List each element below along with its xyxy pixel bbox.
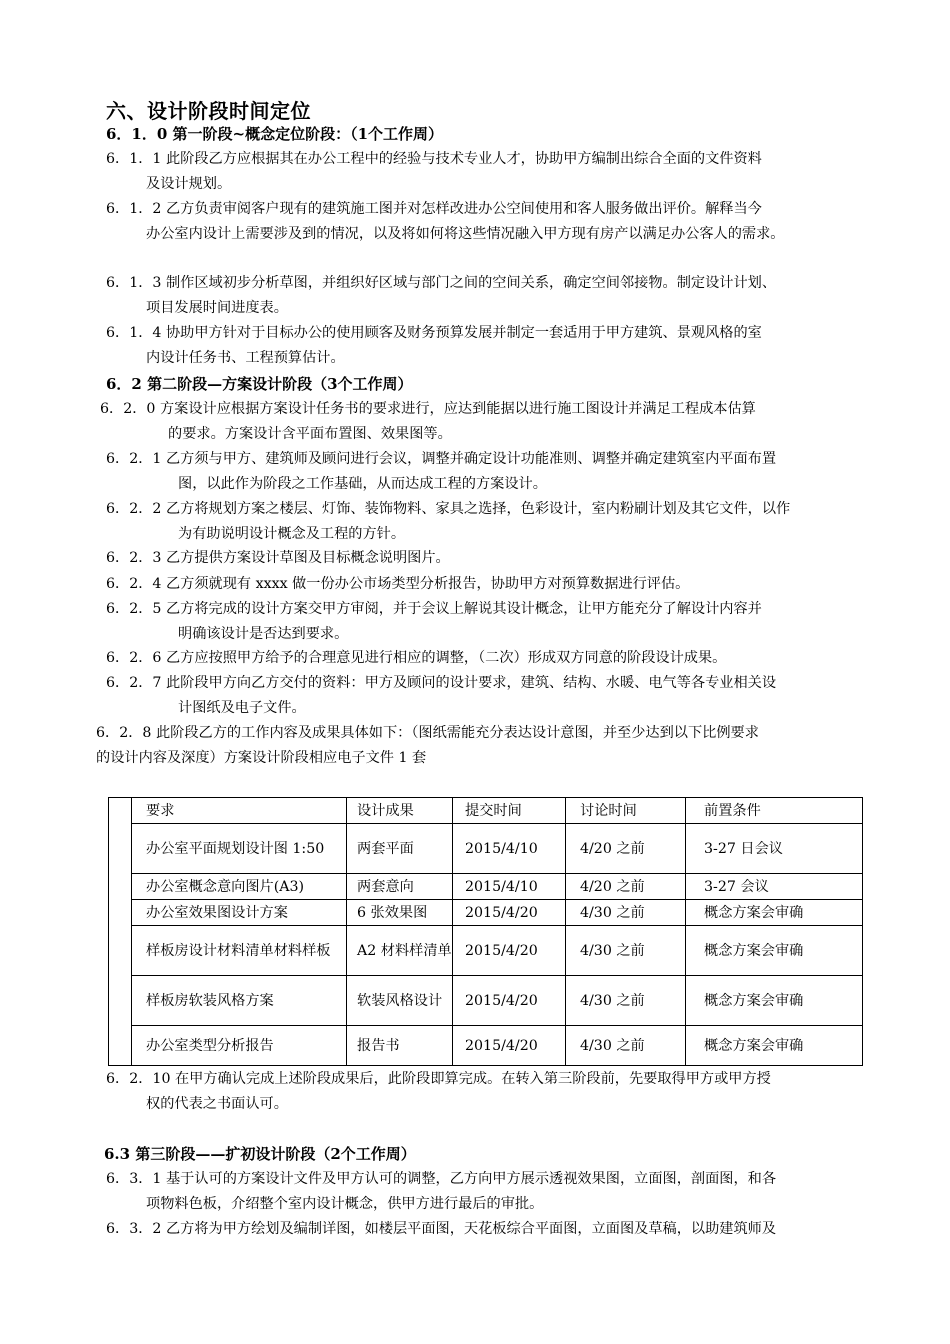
table-header-cell: 要求 xyxy=(132,798,347,824)
stage3-title: 6.3 第三阶段——扩初设计阶段（2个工作周） xyxy=(104,1145,416,1163)
table-cell: 办公室效果图设计方案 xyxy=(132,900,347,926)
table-cell: 4/30 之前 xyxy=(566,926,686,976)
paragraph-6-2-8: 6．2．8 此阶段乙方的工作内容及成果具体如下：（图纸需能充分表达设计意图，并至少达到以下比例要求 的设计内容及深度）方案设计阶段相应电子文件 1 套 xyxy=(96,725,759,766)
table-cell: 办公室概念意向图片(A3) xyxy=(132,874,347,900)
table-header-cell: 前置条件 xyxy=(686,798,863,824)
table-cell: 4/20 之前 xyxy=(566,874,686,900)
table-cell: 软装风格设计 xyxy=(347,976,453,1026)
paragraph-6-2-10: 6．2．10 在甲方确认完成上述阶段成果后，此阶段即算完成。在转入第三阶段前，先要取得甲方或甲方授 权的代表之书面认可。 xyxy=(106,1071,771,1112)
section-heading: 六、设计阶段时间定位 xyxy=(106,99,311,123)
table-cell: A2 材料样清单 xyxy=(347,926,453,976)
table-cell: 办公室平面规划设计图 1:50 xyxy=(132,824,347,874)
table-cell: 4/30 之前 xyxy=(566,1026,686,1066)
paragraph-6-2-1: 6．2．1 乙方须与甲方、建筑师及顾问进行会议，调整并确定设计功能准则、调整并确定建筑室内平面布置 图，以此作为阶段之工作基础，从而达成工程的方案设计。 xyxy=(106,451,777,492)
table-cell: 两套意向 xyxy=(347,874,453,900)
paragraph-6-2-4: 6．2．4 乙方须就现有 xxxx 做一份办公市场类型分析报告，协助甲方对预算数据进行评估。 xyxy=(106,576,690,592)
paragraph-6-1-3: 6．1．3 制作区域初步分析草图，并组织好区域与部门之间的空间关系，确定空间邻接物。制定设计计划、 项目发展时间进度表。 xyxy=(106,275,777,316)
table-cell: 4/30 之前 xyxy=(566,900,686,926)
table-cell: 4/30 之前 xyxy=(566,976,686,1026)
table-cell: 2015/4/20 xyxy=(453,900,566,926)
deliverables-table xyxy=(108,797,863,1066)
paragraph-6-2-5: 6．2．5 乙方将完成的设计方案交甲方审阅，并于会议上解说其设计概念，让甲方能充分了解设计内容并 明确该设计是否达到要求。 xyxy=(106,601,762,642)
stage2-title: 6．2 第二阶段—方案设计阶段（3个工作周） xyxy=(106,375,413,393)
table-cell: 2015/4/10 xyxy=(453,874,566,900)
table-cell: 两套平面 xyxy=(347,824,453,874)
table-row xyxy=(109,824,863,874)
table-row xyxy=(109,976,863,1026)
table-row xyxy=(109,900,863,926)
table-cell: 2015/4/20 xyxy=(453,976,566,1026)
table-header-cell: 提交时间 xyxy=(453,798,566,824)
table-cell: 概念方案会审确 xyxy=(686,926,863,976)
paragraph-6-3-2: 6．3．2 乙方将为甲方绘划及编制详图，如楼层平面图，天花板综合平面图，立面图及草稿，以助建筑师及 xyxy=(106,1221,777,1237)
paragraph-6-2-0: 6．2．0 方案设计应根据方案设计任务书的要求进行，应达到能据以进行施工图设计并满足工程成本估算 的要求。方案设计含平面布置图、效果图等。 xyxy=(100,401,756,442)
paragraph-6-2-6: 6．2．6 乙方应按照甲方给予的合理意见进行相应的调整，（二次）形成双方同意的阶段设计成果。 xyxy=(106,650,727,666)
paragraph-6-2-3: 6．2．3 乙方提供方案设计草图及目标概念说明图片。 xyxy=(106,550,450,566)
table-cell: 4/20 之前 xyxy=(566,824,686,874)
table-row xyxy=(109,874,863,900)
table-header-row xyxy=(109,798,863,824)
table-cell: 概念方案会审确 xyxy=(686,976,863,1026)
table-cell: 概念方案会审确 xyxy=(686,900,863,926)
table-cell: 3-27 日会议 xyxy=(686,824,863,874)
table-cell: 2015/4/20 xyxy=(453,926,566,976)
table-cell: 办公室类型分析报告 xyxy=(132,1026,347,1066)
paragraph-6-1-2: 6．1．2 乙方负责审阅客户现有的建筑施工图并对怎样改进办公空间使用和客人服务做出评价。解释当今 办公室内设计上需要涉及到的情况，以及将如何将这些情况融入甲方现有房产以满足办公客人的需求。 xyxy=(106,201,785,242)
paragraph-6-2-7: 6．2．7 此阶段甲方向乙方交付的资料：甲方及顾问的设计要求，建筑、结构、水暖、电气等各专业相关设 计图纸及电子文件。 xyxy=(106,675,777,716)
paragraph-6-2-2: 6．2．2 乙方将规划方案之楼层、灯饰、装饰物料、家具之选择，色彩设计，室内粉刷计划及其它文件，以作 为有助说明设计概念及工程的方针。 xyxy=(106,501,791,542)
table-cell: 2015/4/20 xyxy=(453,1026,566,1066)
table-cell: 样板房设计材料清单材料样板 xyxy=(132,926,347,976)
paragraph-6-1-1: 6．1．1 此阶段乙方应根据其在办公工程中的经验与技术专业人才，协助甲方编制出综合全面的文件资料 及设计规划。 xyxy=(106,151,762,192)
table-gutter-cell xyxy=(109,798,132,1066)
table-header-cell: 讨论时间 xyxy=(566,798,686,824)
stage1-title: 6．1．0 第一阶段~概念定位阶段：（1个工作周） xyxy=(106,125,444,143)
table-cell: 样板房软装风格方案 xyxy=(132,976,347,1026)
table-cell: 6 张效果图 xyxy=(347,900,453,926)
table-cell: 报告书 xyxy=(347,1026,453,1066)
table-cell: 概念方案会审确 xyxy=(686,1026,863,1066)
table-row xyxy=(109,926,863,976)
paragraph-6-1-4: 6．1．4 协助甲方针对于目标办公的使用顾客及财务预算发展并制定一套适用于甲方建筑、景观风格的室 内设计任务书、工程预算估计。 xyxy=(106,325,762,366)
table-header-cell: 设计成果 xyxy=(347,798,453,824)
paragraph-6-3-1: 6．3．1 基于认可的方案设计文件及甲方认可的调整，乙方向甲方展示透视效果图，立面图，剖面图，和各 项物料色板，介绍整个室内设计概念，供甲方进行最后的审批。 xyxy=(106,1171,777,1212)
table-cell: 3-27 会议 xyxy=(686,874,863,900)
table-cell: 2015/4/10 xyxy=(453,824,566,874)
table-row xyxy=(109,1026,863,1066)
